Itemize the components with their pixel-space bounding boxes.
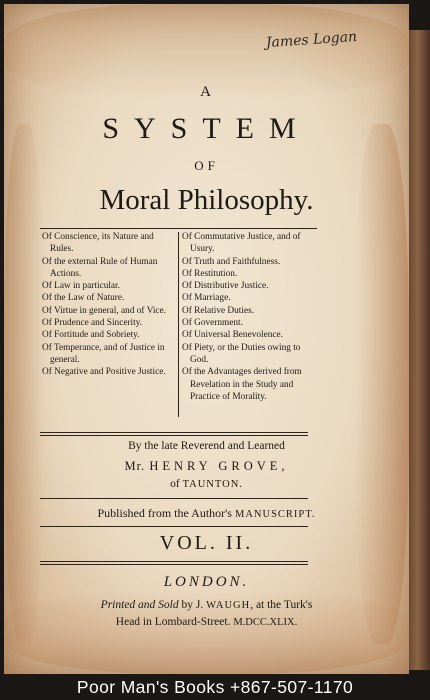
contents-item: Of Temperance, and of Justice in general. [42,342,165,365]
imprint-city: LONDON. [163,574,250,590]
book-page-edge [409,30,430,670]
imprint-year: M.DCC.XLIX. [233,617,298,628]
rule [40,435,308,436]
imprint-line-2 [4,614,409,631]
title-system: SYSTEM [102,112,311,145]
byline: By the late Reverend and Learned [128,440,285,452]
published-note [4,506,409,521]
published-text: Published from the Author's [97,506,232,520]
contents-item: Of Universal Benevolence. [182,330,283,341]
author-town [4,478,409,490]
rule [40,564,308,565]
contents-item: Of Relative Duties. [182,305,255,316]
imprint-printed-sold: Printed and Sold [100,599,179,611]
contents-item: Of Virtue in general, and of Vice. [42,305,167,316]
contents-item: Of Prudence and Sincerity. [42,318,143,329]
author [4,459,409,474]
rule [40,561,308,562]
contents-right [182,231,315,403]
imprint-by: by J. [181,599,204,611]
author-prefix: Mr. [124,459,146,473]
title-of: OF [194,158,219,173]
seller-watermark: Poor Man's Books +867-507-1170 [76,677,354,697]
contents-item: Of the external Rule of Human Actions. [42,256,158,279]
rule [40,432,308,433]
contents-left [42,231,177,379]
contents-item: Of Restitution. [182,268,238,279]
rule-top [40,228,317,229]
town-of: of [170,478,180,490]
volume: VOL. II. [159,532,254,554]
author-name: HENRY GROVE, [149,459,289,473]
contents-item: Of Truth and Faithfulness. [182,256,281,267]
contents-item: Of Commutative Justice, and of Usury. [182,232,301,255]
owner-signature: James Logan [265,28,358,52]
contents-item: Of Negative and Positive Justice. [42,367,166,378]
rule [40,498,308,499]
contents-item: Of Conscience, its Nature and Rules. [42,232,154,255]
published-word: MANUSCRIPT. [234,509,316,520]
contents-item: Of the Advantages derived from Revelation in the Study and Practice of Morality. [182,367,302,402]
title-subject: Moral Philosophy. [99,184,314,216]
town-name: TAUNTON. [182,479,243,490]
contents-item: Of Distributive Justice. [182,281,269,292]
imprint-at: , at the Turk's [250,599,313,611]
contents-item: Of Law in particular. [42,281,120,292]
imprint [4,597,409,631]
rule [40,526,308,527]
contents-item: Of Government. [182,318,243,329]
imprint-address: Head in Lombard-Street. [115,616,231,628]
title-page [4,4,409,674]
imprint-printer: WAUGH [206,600,251,611]
title-article: A [200,84,213,100]
contents-item: Of Piety, or the Duties owing to God. [182,342,301,365]
contents-item: Of the Law of Nature. [42,293,125,304]
column-divider [178,232,179,417]
contents-item: Of Marriage. [182,293,231,304]
imprint-line-1 [4,597,409,614]
contents-item: Of Fortitude and Sobriety. [42,330,140,341]
